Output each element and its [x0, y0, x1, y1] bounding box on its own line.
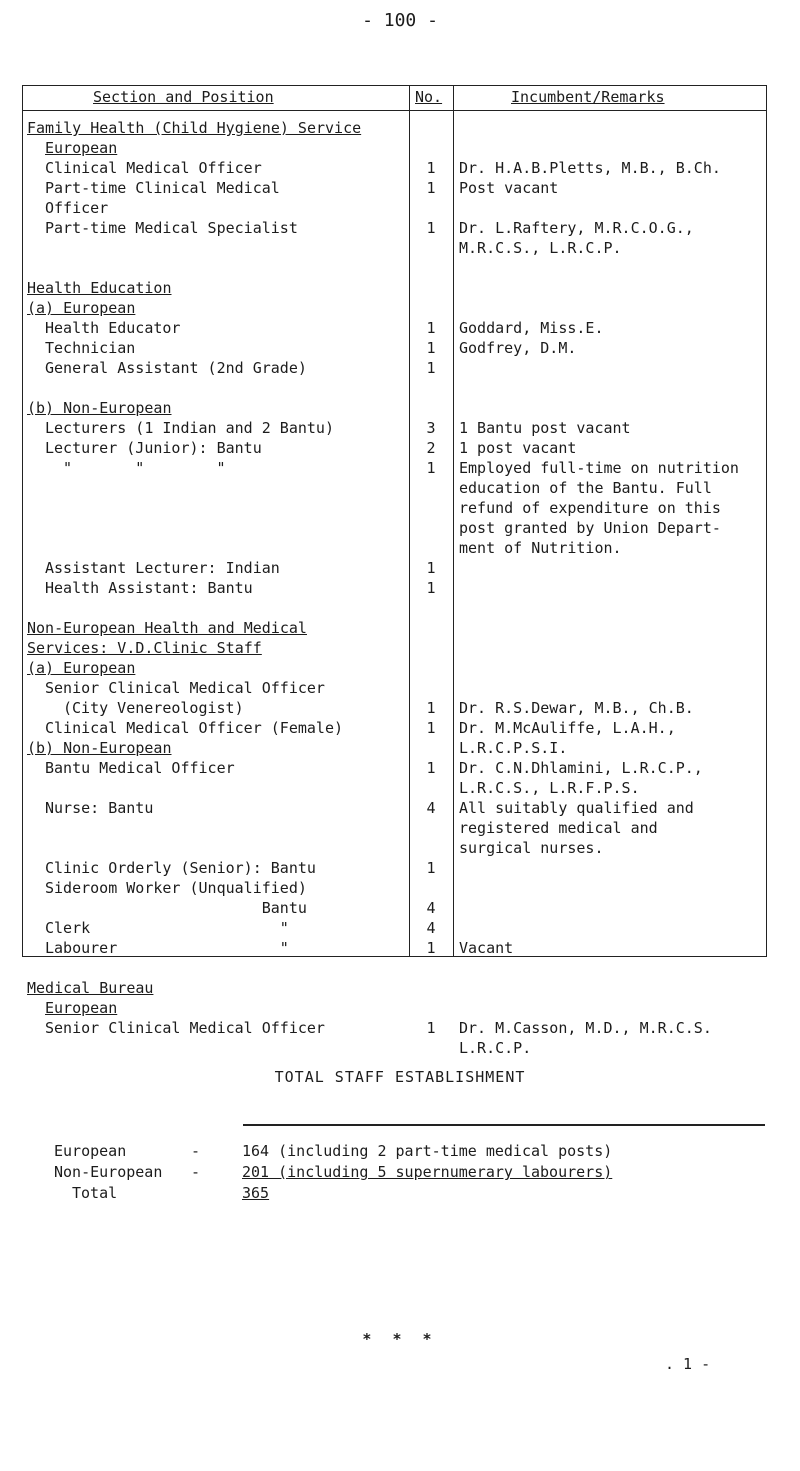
- table-row: [23, 838, 768, 858]
- table-row: [23, 538, 768, 558]
- table-row: [23, 598, 768, 618]
- position-cell: Lecturers (1 Indian and 2 Bantu): [45, 419, 334, 437]
- remarks-cell: post granted by Union Depart-: [459, 519, 721, 537]
- table-row: [23, 918, 768, 938]
- totals-value: 201 (including 5 supernumerary labourers): [242, 1163, 613, 1181]
- position-cell: Services: V.D.Clinic Staff: [27, 639, 262, 657]
- table-row: [23, 298, 768, 318]
- totals-dash: -: [191, 1163, 201, 1181]
- table-row: [23, 878, 768, 898]
- position-cell: Assistant Lecturer: Indian: [45, 559, 280, 577]
- totals-value: 164 (including 2 part-time medical posts): [242, 1142, 613, 1160]
- remarks-cell: L.R.C.S., L.R.F.P.S.: [459, 779, 640, 797]
- number-cell: 1: [426, 939, 436, 957]
- table-row: [23, 738, 768, 758]
- number-cell: 2: [426, 439, 436, 457]
- table-row: [23, 478, 768, 498]
- position-cell: (a) European: [27, 659, 136, 677]
- totals-value: 365: [242, 1184, 270, 1202]
- number-cell: 1: [426, 359, 436, 377]
- number-cell: 1: [426, 719, 436, 737]
- number-cell: 1: [426, 859, 436, 877]
- table-row: [23, 618, 768, 638]
- remarks-cell: Dr. H.A.B.Pletts, M.B., B.Ch.: [459, 159, 721, 177]
- table-row: [23, 498, 768, 518]
- table-row: [23, 218, 768, 238]
- position-cell: European: [45, 139, 118, 157]
- totals-title: TOTAL STAFF ESTABLISHMENT: [274, 1068, 526, 1086]
- table-row: [23, 578, 768, 598]
- number-cell: 4: [426, 899, 436, 917]
- table-row: [23, 358, 768, 378]
- position-cell: Technician: [45, 339, 136, 357]
- position-cell: Family Health (Child Hygiene) Service: [27, 119, 362, 137]
- number-cell: 1: [426, 759, 436, 777]
- totals-dash: -: [191, 1142, 201, 1160]
- table-row: [23, 378, 768, 398]
- totals-row-non-european: [54, 1161, 774, 1183]
- header-incumbent: Incumbent/Remarks: [511, 88, 665, 106]
- totals-label: Non-European: [54, 1163, 163, 1181]
- header-section: Section and Position: [93, 88, 274, 106]
- position-cell: Part-time Medical Specialist: [45, 219, 298, 237]
- number-cell: 1: [426, 159, 436, 177]
- remarks-cell: Dr. M.McAuliffe, L.A.H.,: [459, 719, 676, 737]
- table-row: [23, 258, 768, 278]
- position-cell: " " ": [63, 459, 226, 477]
- number-cell: 1: [426, 579, 436, 597]
- table-row: [23, 178, 768, 198]
- table-row: [23, 278, 768, 298]
- number-cell: 1: [426, 219, 436, 237]
- number-cell: 1: [426, 559, 436, 577]
- position-cell: Bantu: [45, 899, 307, 917]
- position-cell: Clinic Orderly (Senior): Bantu: [45, 859, 316, 877]
- number-cell: 1: [426, 699, 436, 717]
- table-row: [23, 518, 768, 538]
- table-row: [23, 398, 768, 418]
- staff-table: [22, 85, 767, 1057]
- remarks-cell: Dr. M.Casson, M.D., M.R.C.S.: [459, 1019, 712, 1037]
- remarks-cell: M.R.C.S., L.R.C.P.: [459, 239, 622, 257]
- table-row: [23, 638, 768, 658]
- table-row: [23, 438, 768, 458]
- table-row: [23, 998, 768, 1018]
- number-cell: 1: [426, 459, 436, 477]
- remarks-cell: refund of expenditure on this: [459, 499, 721, 517]
- remarks-cell: Vacant: [459, 939, 514, 957]
- table-row: [23, 1038, 768, 1058]
- remarks-cell: Goddard, Miss.E.: [459, 319, 604, 337]
- remarks-cell: Employed full-time on nutrition: [459, 459, 739, 477]
- remarks-cell: L.R.C.P.: [459, 1039, 532, 1057]
- remarks-cell: Godfrey, D.M.: [459, 339, 577, 357]
- position-cell: Sideroom Worker (Unqualified): [45, 879, 307, 897]
- table-row: [23, 698, 768, 718]
- table-row: [23, 338, 768, 358]
- position-cell: Clerk ": [45, 919, 289, 937]
- position-cell: Medical Bureau: [27, 979, 154, 997]
- position-cell: (b) Non-European: [27, 739, 172, 757]
- table-row: [23, 898, 768, 918]
- table-row: [23, 138, 768, 158]
- position-cell: European: [45, 999, 118, 1017]
- number-cell: 1: [426, 319, 436, 337]
- totals-label: Total: [72, 1184, 118, 1202]
- section-end-stars: * * *: [362, 1330, 438, 1348]
- table-row: [23, 418, 768, 438]
- position-cell: Bantu Medical Officer: [45, 759, 235, 777]
- number-cell: 4: [426, 919, 436, 937]
- table-row: [23, 958, 768, 978]
- table-row: [23, 1018, 768, 1038]
- number-cell: 1: [426, 179, 436, 197]
- number-cell: 1: [426, 339, 436, 357]
- table-row: [23, 658, 768, 678]
- header-no: No.: [415, 88, 443, 106]
- totals-rule: [243, 1124, 765, 1126]
- remarks-cell: Post vacant: [459, 179, 559, 197]
- position-cell: (City Venereologist): [63, 699, 244, 717]
- remarks-cell: 1 post vacant: [459, 439, 577, 457]
- remarks-cell: surgical nurses.: [459, 839, 604, 857]
- position-cell: Non-European Health and Medical: [27, 619, 307, 637]
- table-row: [23, 238, 768, 258]
- position-cell: Lecturer (Junior): Bantu: [45, 439, 262, 457]
- position-cell: (b) Non-European: [27, 399, 172, 417]
- position-cell: Senior Clinical Medical Officer: [45, 679, 325, 697]
- table-row: [23, 118, 768, 138]
- position-cell: Nurse: Bantu: [45, 799, 154, 817]
- position-cell: Health Assistant: Bantu: [45, 579, 253, 597]
- position-cell: Part-time Clinical Medical: [45, 179, 280, 197]
- number-cell: 3: [426, 419, 436, 437]
- remarks-cell: ment of Nutrition.: [459, 539, 622, 557]
- position-cell: Officer: [45, 199, 109, 217]
- table-row: [23, 678, 768, 698]
- table-row: [23, 858, 768, 878]
- position-cell: General Assistant (2nd Grade): [45, 359, 307, 377]
- table-row: [23, 558, 768, 578]
- remarks-cell: L.R.C.P.S.I.: [459, 739, 568, 757]
- footer-mark: . 1 -: [665, 1355, 711, 1373]
- table-row: [23, 758, 768, 778]
- position-cell: Clinical Medical Officer: [45, 159, 262, 177]
- table-row: [23, 978, 768, 998]
- table-row: [23, 458, 768, 478]
- remarks-cell: 1 Bantu post vacant: [459, 419, 631, 437]
- table-row: [23, 818, 768, 838]
- remarks-cell: Dr. C.N.Dhlamini, L.R.C.P.,: [459, 759, 703, 777]
- number-cell: 1: [426, 1019, 436, 1037]
- position-cell: Health Education: [27, 279, 172, 297]
- table-row: [23, 718, 768, 738]
- position-cell: Health Educator: [45, 319, 181, 337]
- table-row: [23, 318, 768, 338]
- remarks-cell: registered medical and: [459, 819, 658, 837]
- table-row: [23, 798, 768, 818]
- totals-row-total: [54, 1182, 774, 1204]
- position-cell: (a) European: [27, 299, 136, 317]
- position-cell: Labourer ": [45, 939, 289, 957]
- totals-row-european: [54, 1140, 774, 1162]
- remarks-cell: education of the Bantu. Full: [459, 479, 712, 497]
- table-row: [23, 198, 768, 218]
- position-cell: Senior Clinical Medical Officer: [45, 1019, 325, 1037]
- position-cell: Clinical Medical Officer (Female): [45, 719, 344, 737]
- table-row: [23, 938, 768, 958]
- remarks-cell: All suitably qualified and: [459, 799, 694, 817]
- page-number: - 100 -: [362, 10, 438, 31]
- remarks-cell: Dr. L.Raftery, M.R.C.O.G.,: [459, 219, 694, 237]
- number-cell: 4: [426, 799, 436, 817]
- table-row: [23, 778, 768, 798]
- totals-label: European: [54, 1142, 127, 1160]
- table-row: [23, 158, 768, 178]
- header-rule: [23, 110, 766, 111]
- remarks-cell: Dr. R.S.Dewar, M.B., Ch.B.: [459, 699, 694, 717]
